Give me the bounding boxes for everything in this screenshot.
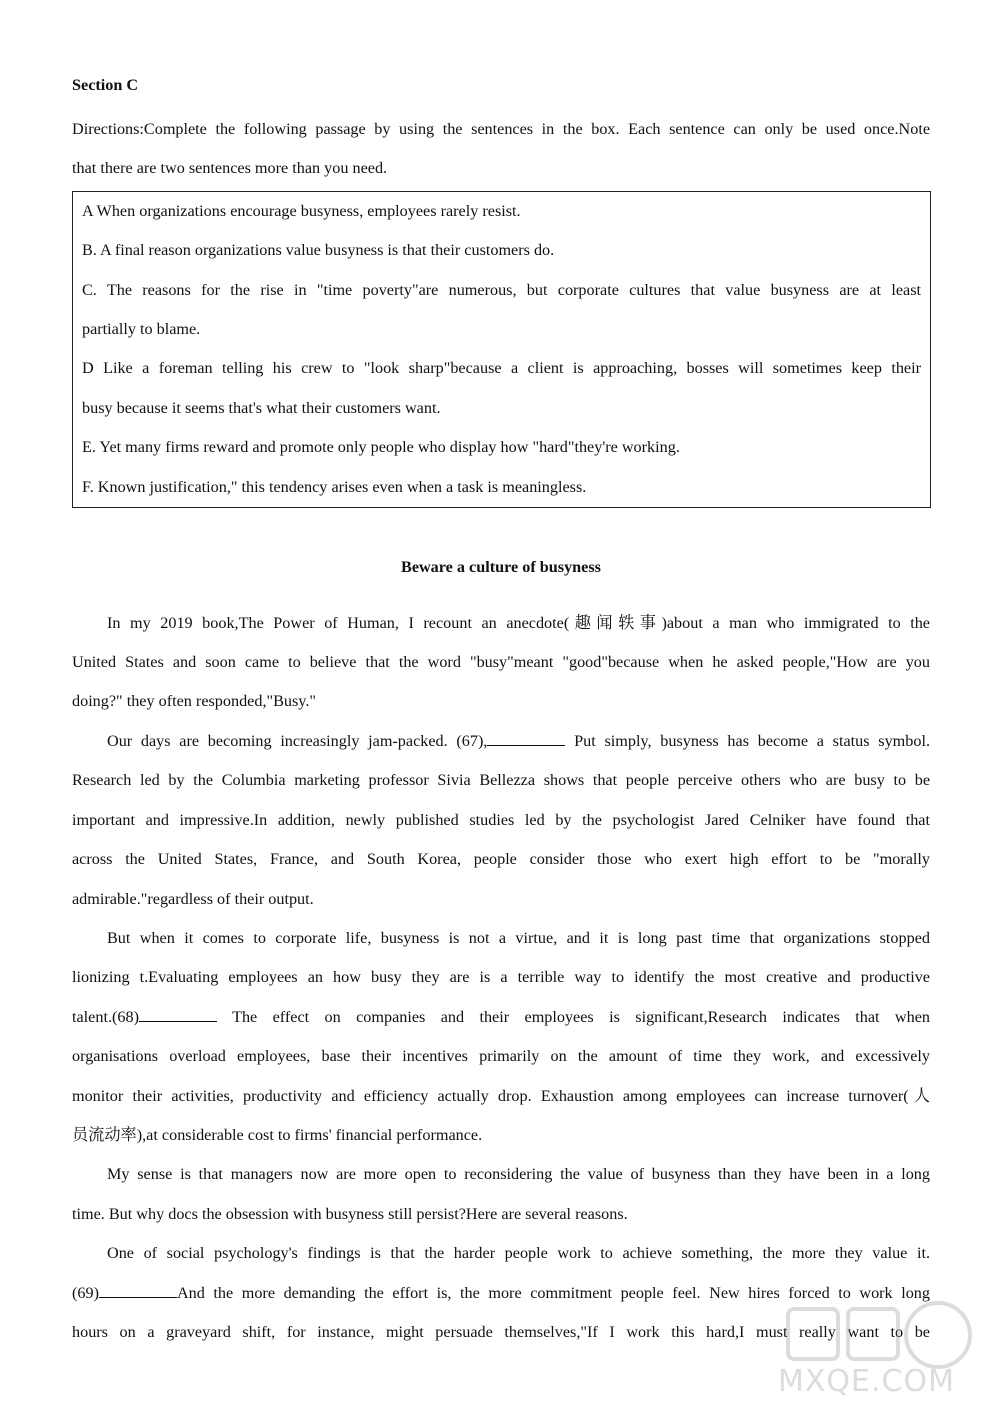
paragraph-line: doing?" they often responded,"Busy." — [72, 692, 317, 711]
option-e — [82, 428, 921, 467]
directions-line: Directions:Complete the following passage by using the sentences in the box. Each sentence can only be used once.Note — [72, 120, 930, 138]
option-line: E. Yet many firms reward and promote only people who display how "hard"they're working. — [82, 438, 680, 457]
directions — [72, 110, 930, 189]
paragraph-line: organisations overload employees, base their incentives primarily on the amount of time they work, and excessively — [72, 1047, 930, 1066]
paragraph-line: across the United States, France, and South Korea, people consider those who exert high effort to be "morally — [72, 850, 930, 869]
paragraph-line: important and impressive.In addition, newly published studies led by the psychologist Jared Celniker have found that — [72, 810, 930, 829]
blank-68[interactable] — [139, 1003, 217, 1022]
option-b — [82, 231, 921, 270]
option-line: F. Known justification," this tendency arises even when a task is meaningless. — [82, 477, 587, 496]
option-line: C. The reasons for the rise in "time poverty"are numerous, but corporate cultures that value busyness are at least — [82, 280, 921, 299]
paragraph-line: monitor their activities, productivity and efficiency actually drop. Exhaustion among employees can increase turnover(人 — [72, 1086, 930, 1105]
watermark-text: MXQE.COM — [778, 1364, 955, 1399]
watermark — [748, 1295, 978, 1405]
text-segment: talent.(68) — [72, 1007, 139, 1026]
option-d — [82, 349, 921, 428]
option-line: B. A final reason organizations value busyness is that their customers do. — [82, 241, 555, 260]
paragraph-line: Research led by the Columbia marketing professor Sivia Bellezza shows that people perceive others who are busy to be — [72, 771, 930, 790]
paragraph-line: hours on a graveyard shift, for instance, might persuade themselves,"If I work this hard,I must really want to be — [72, 1322, 930, 1341]
paragraph-line: United States and soon came to believe that the word "busy"meant "good"because when he asked people,"How are you — [72, 653, 930, 672]
paragraph-4 — [72, 1155, 930, 1234]
document-page — [72, 72, 930, 1352]
paragraph-line: One of social psychology's findings is that the harder people work to achieve something, the more they value it. — [107, 1244, 930, 1263]
option-line: partially to blame. — [82, 320, 201, 339]
text-segment: The effect on companies and their employees is significant,Research indicates that when — [216, 1007, 930, 1026]
option-line: D Like a foreman telling his crew to "look sharp"because a client is approaching, bosses will sometimes keep their — [82, 359, 921, 378]
text-segment: Put simply, busyness has become a status symbol. — [565, 731, 930, 750]
option-line: busy because it seems that's what their customers want. — [82, 398, 441, 417]
paragraph-line: admirable."regardless of their output. — [72, 889, 314, 908]
option-line: A When organizations encourage busyness, employees rarely resist. — [82, 201, 521, 220]
paragraph-line: But when it comes to corporate life, busyness is not a virtue, and it is long past time that organizations stopped — [107, 928, 930, 947]
paragraph-line — [72, 998, 930, 1037]
option-c — [82, 271, 921, 350]
text-segment: And the more demanding the effort is, the more commitment people feel. New hires forced to work long — [176, 1283, 930, 1302]
option-a — [82, 192, 921, 231]
paragraph-line — [72, 722, 930, 761]
answer-seal-watermark-icon — [748, 1295, 978, 1375]
paragraph-line: My sense is that managers now are more open to reconsidering the value of busyness than they have been in a long — [107, 1165, 930, 1184]
passage-title: Beware a culture of busyness — [401, 558, 601, 577]
options-box — [72, 191, 931, 508]
paragraph-line: In my 2019 book,The Power of Human, I recount an anecdote(趣闻轶事)about a man who immigrated to the — [107, 613, 930, 632]
text-segment: (69) — [72, 1283, 99, 1302]
paragraph-3 — [72, 919, 930, 1155]
paragraph-line: 员流动率),at considerable cost to firms' financial performance. — [72, 1125, 483, 1144]
option-f — [82, 468, 921, 507]
text-segment: Our days are becoming increasingly jam-packed. (67), — [107, 731, 488, 750]
paragraph-line: lionizing t.Evaluating employees an how busy they are is a terrible way to identify the most creative and productive — [72, 968, 930, 987]
blank-67[interactable] — [487, 727, 565, 746]
paragraph-line: time. But why docs the obsession with busyness still persist?Here are several reasons. — [72, 1204, 628, 1223]
directions-line: that there are two sentences more than you need. — [72, 159, 388, 178]
paragraph-2 — [72, 722, 930, 919]
paragraph-1 — [72, 604, 930, 722]
blank-69[interactable] — [99, 1279, 177, 1298]
section-title: Section C — [72, 76, 139, 94]
